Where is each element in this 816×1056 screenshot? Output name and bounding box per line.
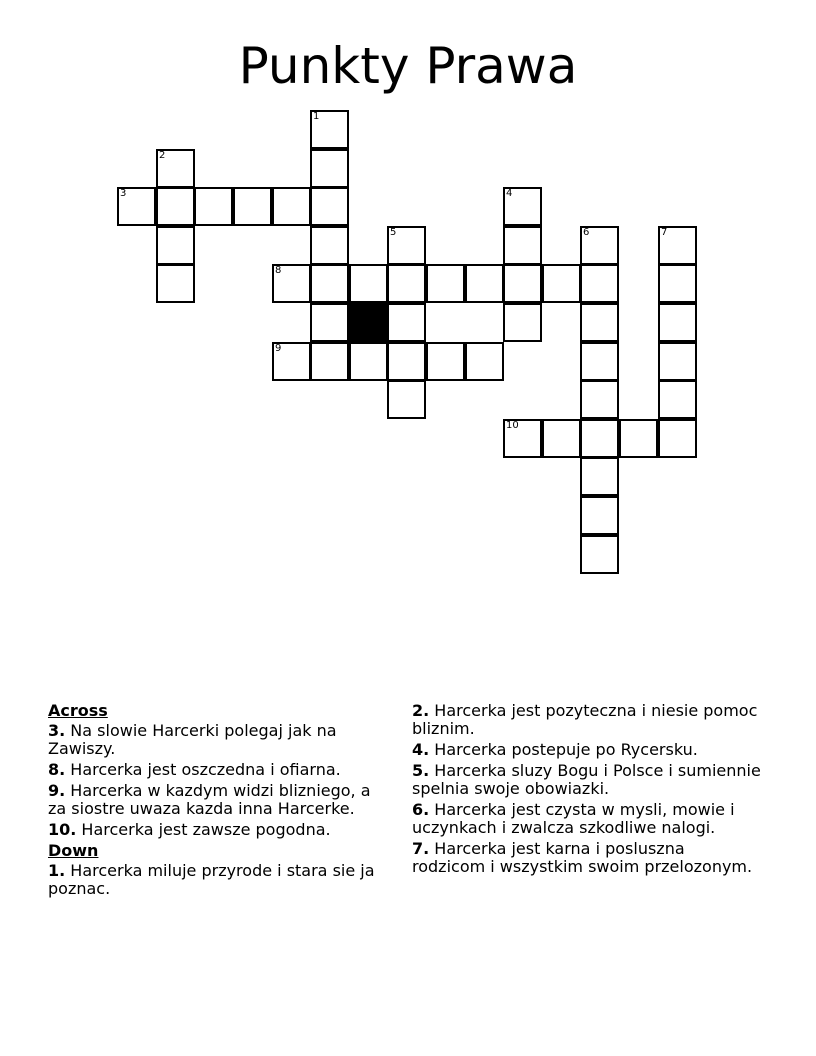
grid-cell[interactable] <box>580 535 619 574</box>
grid-cell[interactable] <box>580 342 619 381</box>
grid-cell[interactable] <box>310 149 349 188</box>
grid-cell[interactable] <box>310 342 349 381</box>
clue-down-7: 7. Harcerka jest karna i posluszna rodzicom i wszystkim swoim przelozonym. <box>412 839 753 876</box>
clue-down-6: 6. Harcerka jest czysta w mysli, mowie i uczynkach i zwalcza szkodliwe nalogi. <box>412 800 735 837</box>
down-heading: Down <box>48 841 99 860</box>
grid-cell[interactable] <box>503 264 542 303</box>
grid-cell[interactable] <box>503 303 542 342</box>
grid-cell[interactable] <box>233 187 272 226</box>
clues-left-column <box>48 702 393 901</box>
grid-cell[interactable] <box>117 187 156 226</box>
clue-number: 4 <box>506 188 513 199</box>
clue-number: 6 <box>583 227 590 238</box>
grid-cell[interactable] <box>658 226 697 265</box>
grid-cell[interactable] <box>387 264 426 303</box>
grid-cell[interactable] <box>426 264 465 303</box>
clue-number: 9 <box>275 343 282 354</box>
grid-cell[interactable] <box>387 342 426 381</box>
grid-cell[interactable] <box>580 419 619 458</box>
grid-cell[interactable] <box>465 264 504 303</box>
grid-cell[interactable] <box>658 342 697 381</box>
clue-number: 8 <box>275 265 282 276</box>
grid-cell[interactable] <box>580 380 619 419</box>
grid-cell[interactable] <box>387 303 426 342</box>
clue-down-1: 1. Harcerka miluje przyrode i stara sie ja poznac. <box>48 861 375 898</box>
grid-cell[interactable] <box>580 264 619 303</box>
clue-number: 5 <box>390 227 397 238</box>
grid-cell[interactable] <box>658 264 697 303</box>
grid-cell[interactable] <box>580 457 619 496</box>
clue-across-8: 8. Harcerka jest oszczedna i ofiarna. <box>48 760 341 779</box>
grid-cell[interactable] <box>156 149 195 188</box>
grid-cell[interactable] <box>387 380 426 419</box>
grid-cell[interactable] <box>310 303 349 342</box>
black-cell <box>349 303 388 342</box>
clue-across-3: 3. Na slowie Harcerki polegaj jak na Zawiszy. <box>48 721 337 758</box>
grid-cell[interactable] <box>542 419 581 458</box>
clue-number: 1 <box>313 111 320 122</box>
grid-cell[interactable] <box>156 187 195 226</box>
grid-cell[interactable] <box>658 303 697 342</box>
grid-cell[interactable] <box>503 187 542 226</box>
grid-cell[interactable] <box>619 419 658 458</box>
grid-cell[interactable] <box>272 187 311 226</box>
clue-across-10: 10. Harcerka jest zawsze pogodna. <box>48 820 331 839</box>
grid-cell[interactable] <box>194 187 233 226</box>
grid-cell[interactable] <box>503 419 542 458</box>
grid-cell[interactable] <box>272 342 311 381</box>
grid-cell[interactable] <box>426 342 465 381</box>
puzzle-title: Punkty Prawa <box>238 37 578 95</box>
grid-cell[interactable] <box>465 342 504 381</box>
across-heading: Across <box>48 701 108 720</box>
grid-cell[interactable] <box>272 264 311 303</box>
clue-number: 10 <box>506 420 519 431</box>
clue-down-5: 5. Harcerka sluzy Bogu i Polsce i sumiennie spelnia swoje obowiazki. <box>412 761 761 798</box>
grid-cell[interactable] <box>310 264 349 303</box>
grid-cell[interactable] <box>349 264 388 303</box>
clue-down-2: 2. Harcerka jest pozyteczna i niesie pomoc bliznim. <box>412 701 758 738</box>
grid-cell[interactable] <box>580 496 619 535</box>
grid-cell[interactable] <box>542 264 581 303</box>
clue-number: 3 <box>120 188 127 199</box>
clues-right-column <box>412 702 762 879</box>
grid-cell[interactable] <box>658 419 697 458</box>
clue-number: 7 <box>661 227 668 238</box>
grid-cell[interactable] <box>349 342 388 381</box>
clue-across-9: 9. Harcerka w kazdym widzi blizniego, a za siostre uwaza kazda inna Harcerke. <box>48 781 371 818</box>
clue-down-4: 4. Harcerka postepuje po Rycersku. <box>412 740 698 759</box>
grid-cell[interactable] <box>503 226 542 265</box>
grid-cell[interactable] <box>156 264 195 303</box>
clue-number: 2 <box>159 150 166 161</box>
grid-cell[interactable] <box>310 110 349 149</box>
grid-cell[interactable] <box>310 187 349 226</box>
grid-cell[interactable] <box>387 226 426 265</box>
grid-cell[interactable] <box>580 303 619 342</box>
grid-cell[interactable] <box>310 226 349 265</box>
grid-cell[interactable] <box>580 226 619 265</box>
grid-cell[interactable] <box>658 380 697 419</box>
grid-cell[interactable] <box>156 226 195 265</box>
